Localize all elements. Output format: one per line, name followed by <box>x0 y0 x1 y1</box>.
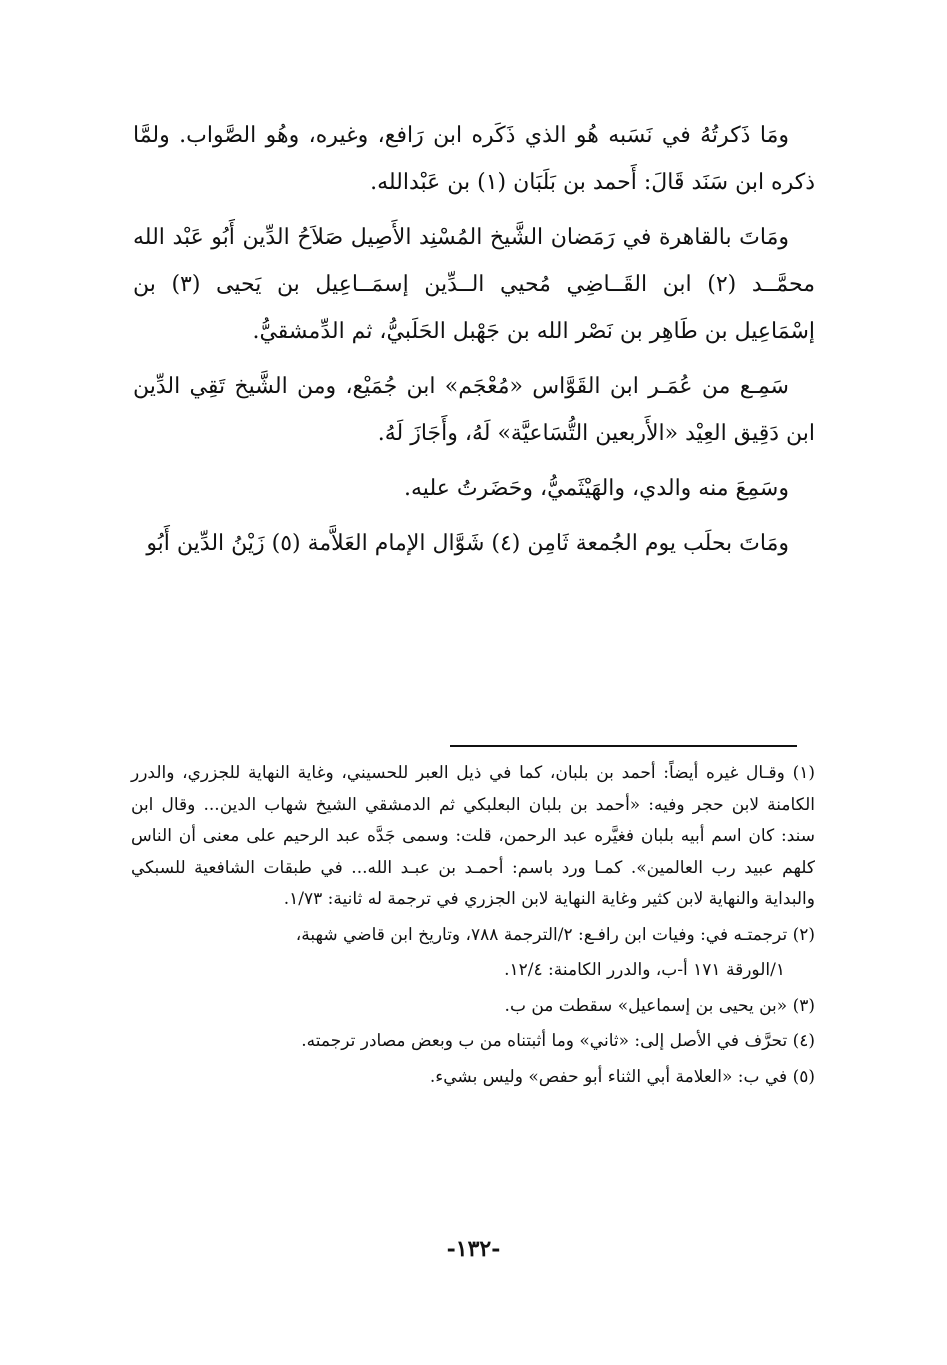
paragraph-1: ومَا ذَكرتُهُ في نَسَبه هُو الذي ذَكَره ابن رَافع، وغيره، وهُو الصَّواب. ولمَّا ذكره ابن سَنَد قَالَ: أَحمد بن بَلَبَان (١) بن عَبْدالله. <box>133 123 815 195</box>
paragraph-4: وسَمِعَ منه والدي، والهَيْثَميُّ، وحَضَرتُ عليه. <box>404 476 789 501</box>
page-number: -١٣٢- <box>446 1236 501 1262</box>
footnote-1: (١) وقـال غيره أيضاً: أحمد بن بلبان، كما في ذيل العبر للحسيني، وغاية النهاية للجزري، والدرر الكامنة لابن حجر وفيه: «أحمد بن بلبان البعلبكي ثم الدمشقي الشيخ شهاب الدين... وقال ابن سند: كان اسم أبيه بلبان فغيَّره عبد الرحمن، قلت: وسمى جَدَّه عبد الرحيم على معنى أن الناس كلهم عبيد رب العالمين». كمـا ورد باسم: أحمـد بن عبـد الله... في طبقات الشافعية للسبكي والبداية والنهاية لابن كثير وغاية النهاية لابن الجزري في ترجمة له ثانية: ١/٧٣. <box>131 763 815 909</box>
footnote-5: (٥) في ب: «العلامة أبي الثناء أبو حفص» وليس بشيء. <box>429 1066 815 1087</box>
footnote-3: (٣) «بن يحيى بن إسماعيل» سقطت من ب. <box>504 995 815 1016</box>
paragraph-5: ومَاتَ بحلَب يوم الجُمعة ثَامِن (٤) شَوَّال الإمام العَلاَّمة (٥) زَيْنُ الدِّين أَبُو <box>146 531 789 556</box>
paragraph-3: سَمِـع من عُمَـر ابن القَوَّاس «مُعْجَم» ابن جُمَيْع، ومن الشَّيخ تَقِي الدِّين ابن دَقِيق العِيْد «الأَربعين التُّسَاعيَّة» لَهُ، وأَجَازَ لَهُ. <box>133 374 815 446</box>
paragraph-2: ومَاتَ بالقاهرة في رَمَضان الشَّيخ المُسْنِد الأَصِيل صَلاَحُ الدِّين أَبُو عَبْد الله محمَّــد (٢) ابن القَــاضِي مُحيي الــدِّين إسمَــاعِيل بن يَحيى (٣) بن إسْمَاعِيل بن طَاهِر بن نَصْر الله بن جَهْبل الحَلَبيُّ، ثم الدِّمشقيُّ. <box>133 225 815 344</box>
footnote-4: (٤) تحرَّف في الأصل إلى: «ثاني» وما أثبتناه من ب وبعض مصادر ترجمته. <box>301 1031 815 1051</box>
footnote-separator <box>450 745 797 747</box>
main-text <box>133 112 815 575</box>
footnotes <box>131 758 815 1097</box>
footnote-2-line-2: ١/الورقة ١٧١ أ-ب، والدرر الكامنة: ١٢/٤. <box>504 960 785 980</box>
footnote-2-line-1: (٢) ترجمتـه في: وفيات ابن رافـع: ٢/الترجمة ٧٨٨، وتاريخ ابن قاضي شهبة، <box>295 924 815 945</box>
